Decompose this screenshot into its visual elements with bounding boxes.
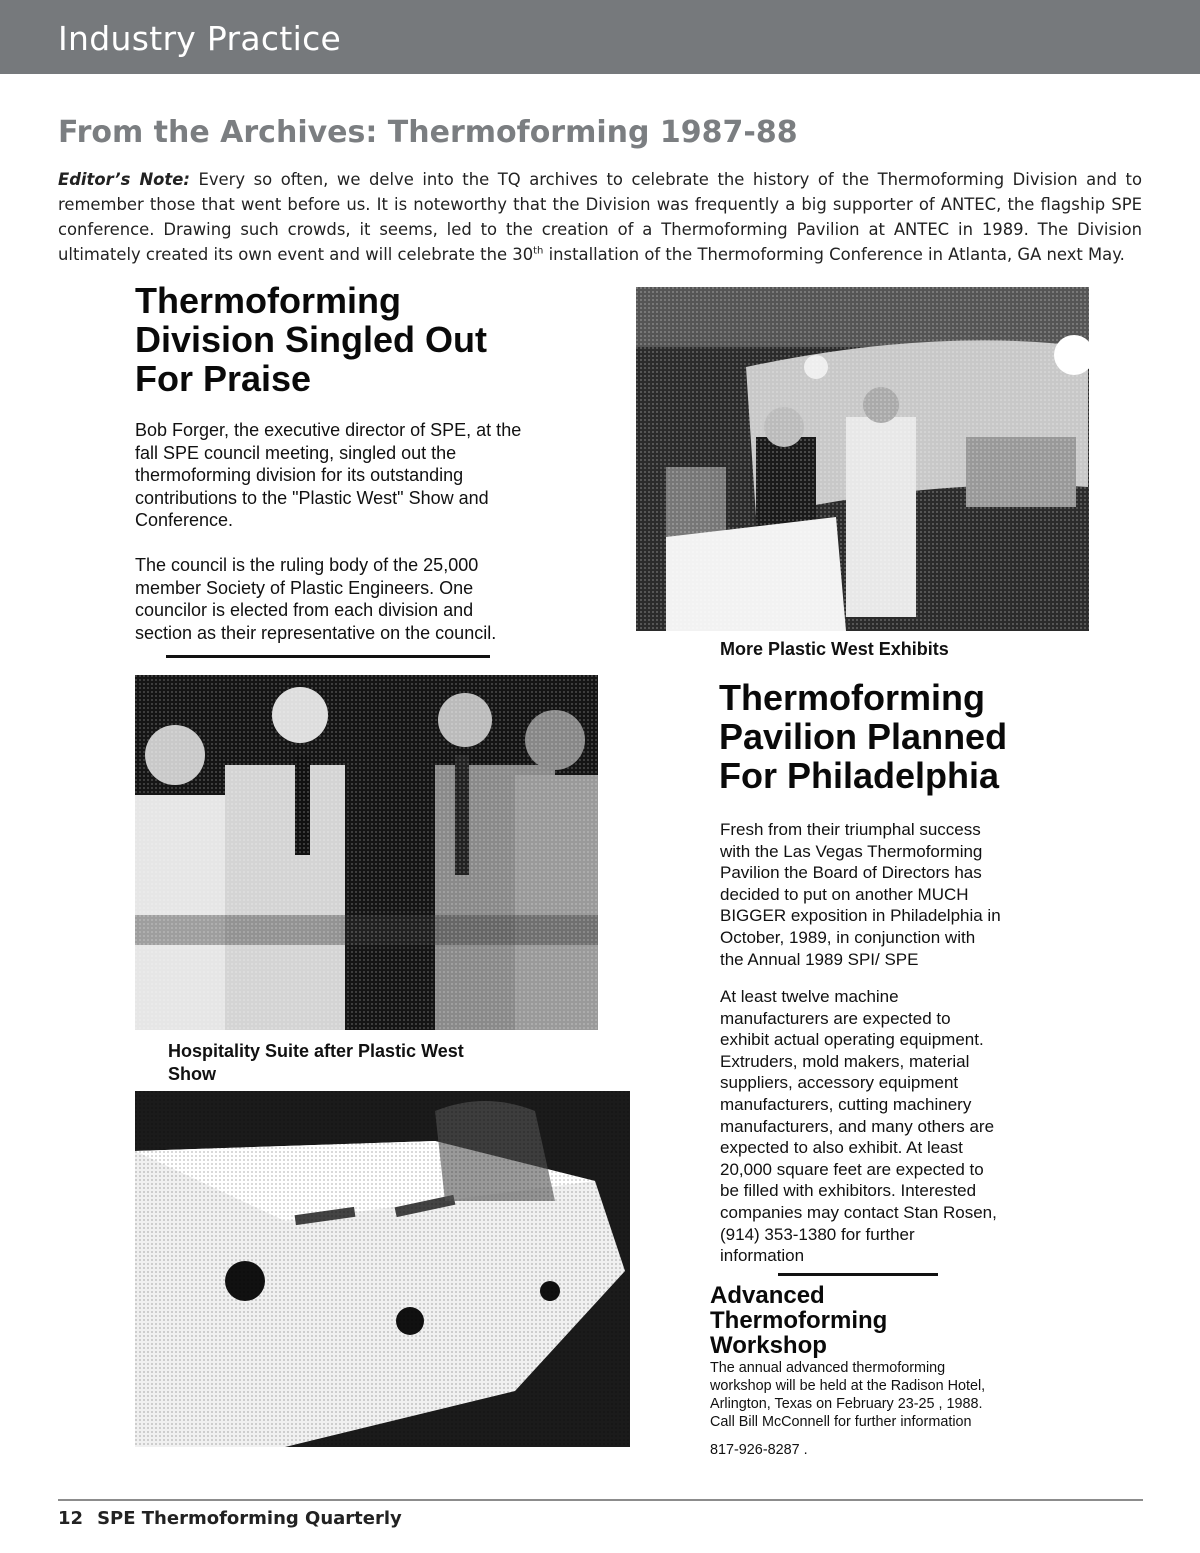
section-label: Industry Practice <box>58 19 342 58</box>
article3-headline: Advanced Thermoforming Workshop <box>710 1282 888 1359</box>
publication-name: SPE Thermoforming Quarterly <box>97 1508 402 1529</box>
footer-divider <box>58 1499 1143 1501</box>
page-number: 12 <box>58 1508 84 1529</box>
article3-phone: 817-926-8287 . <box>710 1442 808 1458</box>
exhibit-booth-photo <box>636 287 1089 631</box>
article2-headline: Thermoforming Pavilion Planned For Philadelphia <box>719 677 1008 796</box>
article1-paragraph-2: The council is the ruling body of the 25,000 member Society of Plastic Engineers. One councilor is elected from each division and section as their representative on the council. <box>135 555 497 643</box>
plastic-west-machine-photo <box>135 1091 630 1447</box>
exhibits-photo-caption: More Plastic West Exhibits <box>720 639 949 659</box>
editor-note <box>58 167 1142 267</box>
article1-paragraph-1: Bob Forger, the executive director of SPE, at the fall SPE council meeting, singled out the thermoforming division for its outstanding contributions to the "Plastic West" Show and Conference. <box>135 420 522 531</box>
hospitality-photo-caption: Hospitality Suite after Plastic West Show <box>168 1041 464 1084</box>
article3-paragraph: The annual advanced thermoforming workshop will be held at the Radison Hotel, Arlington, Texas on February 23-25 , 1988. Call Bill McConnell for further information <box>710 1360 986 1430</box>
article1-headline: Thermoforming Division Singled Out For Praise <box>135 280 488 399</box>
article2-paragraph-2: At least twelve machine manufacturers are expected to exhibit actual operating equipment. Extruders, mold makers, material suppliers, accessory equipment manufacturers, cutting machinery manufacturers, and many others are expected to also exhibit. At least 20,000 square feet are expected to be filled with exhibitors. Interested companies may contact Stan Rosen, (914) 353-1380 for further information <box>720 987 997 1266</box>
editor-note-text-end: installation of the Thermoforming Conference in Atlanta, GA next May. <box>543 245 1125 264</box>
page-title: From the Archives: Thermoforming 1987-88 <box>58 115 798 150</box>
editor-note-lead: Editor’s Note: <box>58 170 190 189</box>
hospitality-suite-photo <box>135 675 598 1030</box>
page-footer <box>58 1508 402 1529</box>
editor-note-text: Every so often, we delve into the TQ archives to celebrate the history of the Thermoforming Division and to remember those that went before us. It is noteworthy that the Division was frequently a big supporter of ANTEC, the flagship SPE conference. Drawing such crowds, it seems, led to the creation of a Thermoforming Pavilion at ANTEC in 1989. The Division ultimately created its own event and will celebrate the 30 <box>58 170 1142 264</box>
article1-divider <box>166 655 490 658</box>
section-header-band <box>0 0 1200 74</box>
editor-note-superscript: th <box>533 245 544 257</box>
article2-paragraph-1: Fresh from their triumphal success with the Las Vegas Thermoforming Pavilion the Board of Directors has decided to put on another MUCH BIGGER exposition in Philadelphia in October, 1989, in conjunction with the Annual 1989 SPI/ SPE <box>720 820 1001 969</box>
article2-divider <box>778 1273 938 1276</box>
